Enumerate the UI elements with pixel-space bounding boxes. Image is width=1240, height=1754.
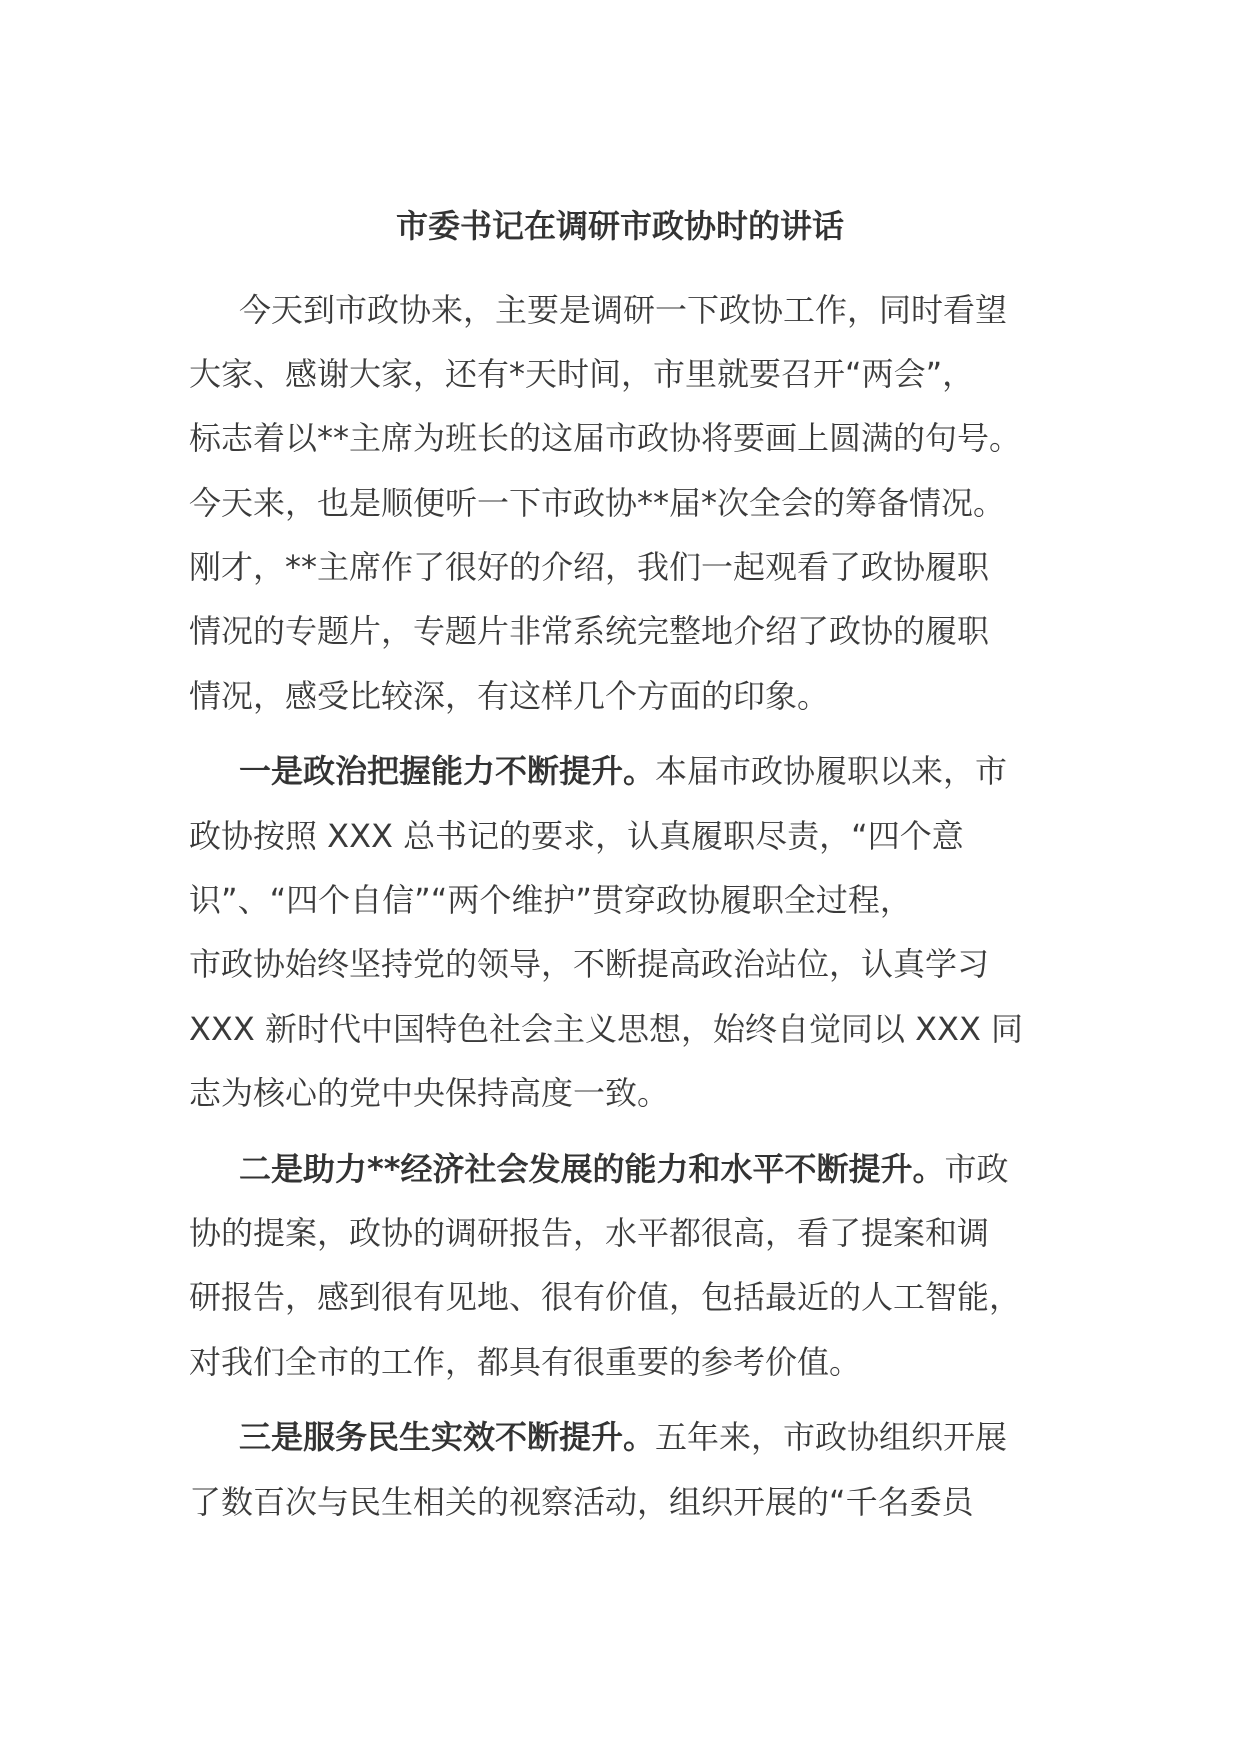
line-text: 大家、感谢大家，还有*天时间，市里就要召开“两会”， xyxy=(189,355,975,393)
paragraph-line xyxy=(239,1417,1007,1457)
paragraph-line xyxy=(189,547,989,587)
paragraph-line xyxy=(189,418,1021,458)
line-text: 政协按照 XXX 总书记的要求，认真履职尽责，“四个意 xyxy=(189,817,964,855)
line-text: 市政协始终坚持党的领导，不断提高政治站位，认真学习 xyxy=(189,945,990,983)
line-text: 志为核心的党中央保持高度一致。 xyxy=(189,1074,670,1112)
paragraph-line xyxy=(189,611,989,651)
section-heading: 二是助力**经济社会发展的能力和水平不断提升。 xyxy=(239,1150,945,1188)
section-heading: 一是政治把握能力不断提升。 xyxy=(239,752,656,790)
paragraph-line xyxy=(189,676,829,716)
section-heading: 三是服务民生实效不断提升。 xyxy=(239,1418,656,1456)
paragraph-line xyxy=(189,880,912,920)
line-text: 研报告，感到很有见地、很有价值，包括最近的人工智能， xyxy=(189,1278,1022,1316)
paragraph-line xyxy=(189,1073,669,1113)
paragraph-line xyxy=(189,1009,1023,1049)
document-title: 市委书记在调研市政协时的讲话 xyxy=(395,207,844,245)
paragraph-line xyxy=(189,944,989,984)
paragraph-line xyxy=(189,1342,861,1382)
paragraph-line xyxy=(189,354,974,394)
paragraph-line xyxy=(189,1277,1021,1317)
line-text: 识”、“四个自信”“两个维护”贯穿政协履职全过程， xyxy=(189,881,912,919)
line-text: 五年来，市政协组织开展 xyxy=(655,1418,1008,1456)
paragraph-line xyxy=(239,1149,1009,1189)
line-text: 市政 xyxy=(944,1150,1009,1188)
line-text: 标志着以**主席为班长的这届市政协将要画上圆满的句号。 xyxy=(189,419,1022,457)
line-text: 对我们全市的工作，都具有很重要的参考价值。 xyxy=(189,1343,862,1381)
line-text: 今天来，也是顺便听一下市政协**届*次全会的筹备情况。 xyxy=(189,484,1006,522)
paragraph-line xyxy=(189,1482,974,1522)
line-text: XXX 新时代中国特色社会主义思想，始终自觉同以 XXX 同 xyxy=(189,1010,1024,1048)
line-text: 今天到市政协来，主要是调研一下政协工作，同时看望 xyxy=(239,291,1008,329)
paragraph-line xyxy=(189,816,964,856)
line-text: 协的提案，政协的调研报告，水平都很高，看了提案和调 xyxy=(189,1214,990,1252)
paragraph-line xyxy=(189,483,1005,523)
line-text: 本届市政协履职以来，市 xyxy=(655,752,1008,790)
line-text: 情况，感受比较深，有这样几个方面的印象。 xyxy=(189,677,830,715)
paragraph-line xyxy=(189,1213,989,1253)
line-text: 了数百次与民生相关的视察活动，组织开展的“千名委员 xyxy=(189,1483,974,1521)
line-text: 情况的专题片，专题片非常系统完整地介绍了政协的履职 xyxy=(189,612,990,650)
paragraph-line xyxy=(239,290,1007,330)
paragraph-line xyxy=(239,751,1007,791)
line-text: 刚才，**主席作了很好的介绍，我们一起观看了政协履职 xyxy=(189,548,990,586)
